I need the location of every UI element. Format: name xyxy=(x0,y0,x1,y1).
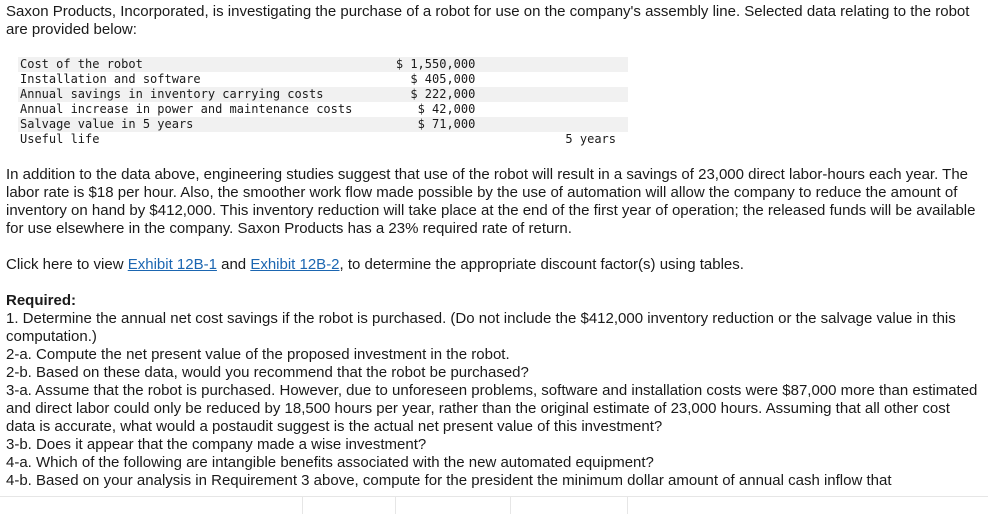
click-prefix: Click here to view xyxy=(6,256,128,273)
row-label: Installation and software xyxy=(20,72,201,86)
row-label: Cost of the robot xyxy=(18,57,388,72)
exhibit-12b-1-link[interactable]: Exhibit 12B-1 xyxy=(127,256,217,273)
requirement-item: 2-b. Based on these data, would you recommend that the robot be purchased? xyxy=(6,364,529,381)
row-value: $ 71,000 xyxy=(388,117,535,132)
tab-strip-divider xyxy=(0,496,988,497)
tab-divider xyxy=(627,497,628,514)
requirement-item: 4-b. Based on your analysis in Requirement 3 above, compute for the president the minimum dollar amount of annual cash inflow that xyxy=(6,472,892,489)
requirement-item: 1. Determine the annual net cost savings if the robot is purchased. (Do not include the $412,000 inventory reduction or the salvage value in this computation.) xyxy=(6,310,956,345)
table-row xyxy=(18,87,628,102)
table-row xyxy=(18,132,628,147)
row-value: 5 years xyxy=(565,132,616,146)
row-label: Annual savings in inventory carrying costs xyxy=(18,87,388,102)
table-row xyxy=(18,57,628,72)
exhibit-12b-2-link[interactable]: Exhibit 12B-2 xyxy=(250,256,340,273)
row-label: Useful life xyxy=(20,132,100,146)
row-value: $ 42,000 xyxy=(417,102,476,116)
requirement-item: 2-a. Compute the net present value of the proposed investment in the robot. xyxy=(6,346,510,363)
requirement-item: 4-a. Which of the following are intangible benefits associated with the new automated equipment? xyxy=(6,454,654,471)
tab-divider xyxy=(510,497,511,514)
additional-info-paragraph: In addition to the data above, engineering studies suggest that use of the robot will result in a savings of 23,000 direct labor-hours each year. The labor rate is $18 per hour. Also, the smoother work flow made possible by the use of automation will allow the company to reduce the amount of inventory on hand by $412,000. This inventory reduction will take place at the end of the first year of operation; the released funds will be available for use elsewhere in the company. Saxon Products has a 23% required rate of return. xyxy=(6,166,976,237)
robot-data-table xyxy=(18,57,628,147)
row-label: Salvage value in 5 years xyxy=(18,117,388,132)
required-section xyxy=(6,292,981,490)
table-row xyxy=(18,72,628,87)
row-value: $ 1,550,000 xyxy=(388,57,535,72)
requirement-item: 3-b. Does it appear that the company made a wise investment? xyxy=(6,436,427,453)
click-suffix: , to determine the appropriate discount factor(s) using tables. xyxy=(339,256,744,273)
tab-divider xyxy=(302,497,303,514)
intro-paragraph: Saxon Products, Incorporated, is investigating the purchase of a robot for use on the company's assembly line. Selected data relating to the robot are provided below: xyxy=(6,3,970,38)
required-title: Required: xyxy=(6,292,77,309)
row-label: Annual increase in power and maintenance costs xyxy=(20,102,353,116)
tab-divider xyxy=(395,497,396,514)
table-row xyxy=(18,117,628,132)
table-row xyxy=(18,102,628,117)
exhibit-links-line xyxy=(6,256,981,274)
requirement-item: 3-a. Assume that the robot is purchased. However, due to unforeseen problems, software and installation costs were $87,000 more than estimated and direct labor could only be reduced by 18,500 hours per year, rather than the original estimate of 23,000 hours. Assuming that all other cost data is accurate, what would a postaudit suggest is the actual net present value of this investment? xyxy=(6,382,978,435)
row-value: $ 405,000 xyxy=(410,72,476,86)
row-value: $ 222,000 xyxy=(388,87,535,102)
click-and: and xyxy=(216,256,251,273)
